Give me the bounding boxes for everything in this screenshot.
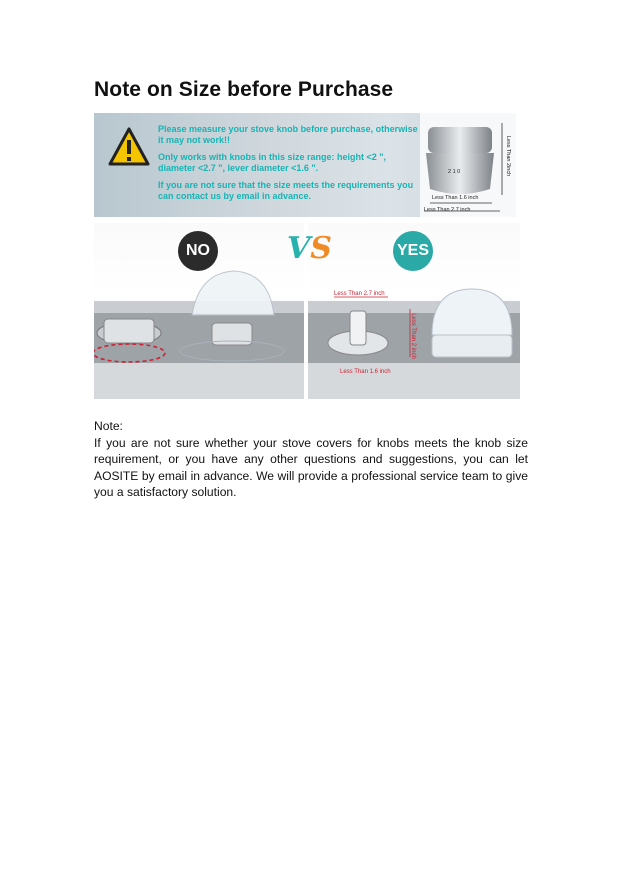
vs-letter-s: S	[310, 231, 332, 266]
dim-diameter-label: Less Than 2.7 inch	[424, 207, 471, 213]
vs-letter-v: V	[287, 231, 311, 266]
knob-illustration	[420, 113, 516, 217]
purchase-note	[94, 418, 528, 501]
knob-dimension-diagram	[420, 113, 516, 217]
no-badge: NO	[178, 231, 218, 271]
banner-line-size-range: Only works with knobs in this size range: height <2 ", diameter <2.7 ", lever diameter <1.6 ".	[158, 152, 387, 173]
yes-badge: YES	[393, 231, 433, 271]
dim-height-label: Less Than 2inch	[505, 135, 512, 177]
note-heading: Note:	[94, 419, 123, 433]
no-vs-yes-comparison	[94, 223, 520, 399]
note-body: If you are not sure whether your stove covers for knobs meets the knob size requirement, or you have any other questions and suggestions, you can let AOSITE by email in advance. We will provide a professional service team to give you a satisfactory solution.	[94, 435, 528, 500]
banner-line-contact: If you are not sure that the size meets the requirements you can contact us by email in advance.	[158, 180, 414, 201]
banner-message	[158, 124, 418, 208]
size-requirement-banner	[94, 113, 516, 217]
yes-dim-side-label: Less Than 2 inch	[409, 313, 416, 359]
knob-marks: 2 1 0	[448, 169, 461, 175]
page-title: Note on Size before Purchase	[94, 78, 394, 101]
yes-dim-top-label: Less Than 2.7 inch	[334, 291, 385, 297]
warning-icon	[108, 127, 150, 167]
dim-lever-label: Less Than 1.6 inch	[432, 195, 479, 201]
yes-dim-bottom-label: Less Than 1.6 inch	[340, 369, 391, 375]
versus-logo	[287, 231, 332, 266]
banner-line-measure: Please measure your stove knob before purchase, otherwise it may not work!!	[158, 124, 418, 145]
